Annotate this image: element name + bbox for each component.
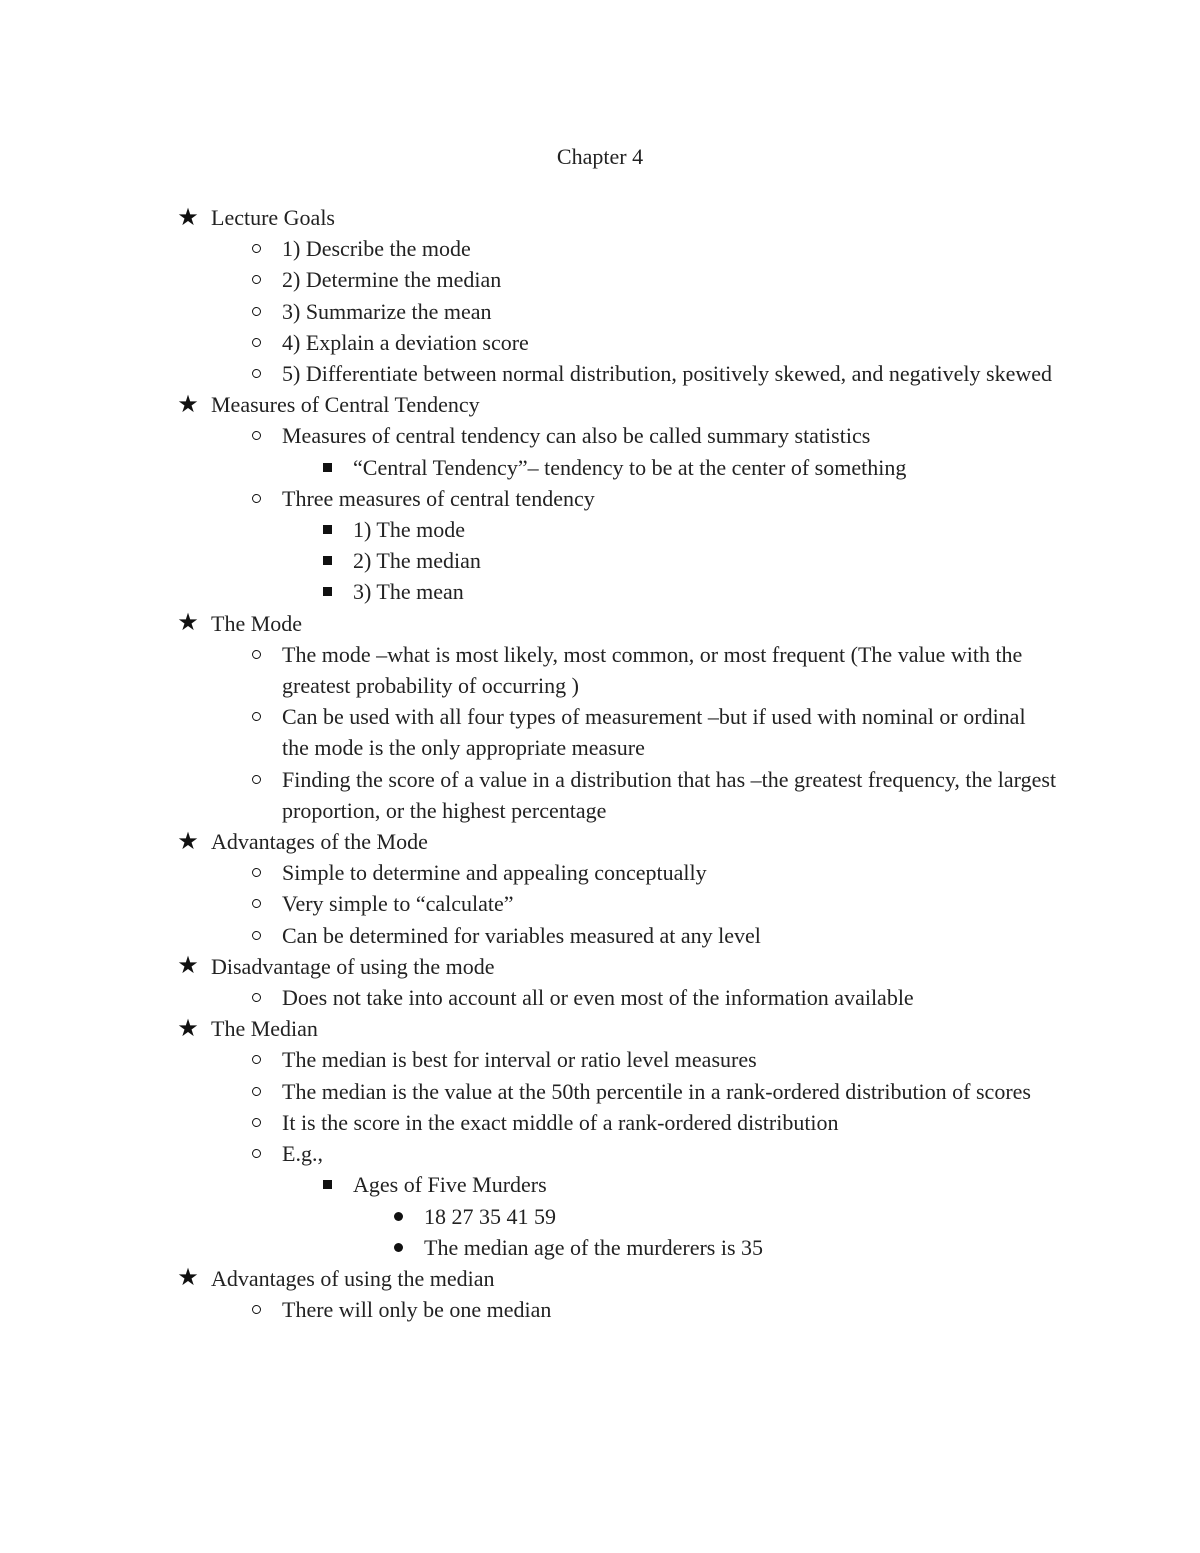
star-bullet-icon: ★ [177, 391, 199, 418]
section-heading [0, 389, 1200, 420]
hollow-circle-bullet-icon [247, 639, 265, 670]
list-item [0, 514, 1200, 545]
section-heading-text: The Mode [211, 610, 303, 636]
list-item-text: Very simple to “calculate” [282, 891, 514, 917]
filled-dot-bullet-icon [389, 1232, 407, 1263]
list-item [0, 701, 1200, 763]
list-item [0, 1169, 1200, 1200]
list-item [0, 1044, 1200, 1075]
list-item-text: 1) Describe the mode [282, 236, 471, 262]
section-heading-text: Measures of Central Tendency [211, 392, 480, 418]
list-item [0, 296, 1200, 327]
section-heading-text: Advantages of the Mode [211, 829, 428, 855]
list-item-text: The median is the value at the 50th percentile in a rank-ordered distribution of scores [282, 1078, 1031, 1104]
hollow-circle-bullet-icon [247, 264, 265, 295]
hollow-circle-bullet-icon [247, 483, 265, 514]
square-bullet-icon [318, 452, 336, 483]
list-item [0, 1076, 1200, 1107]
filled-dot-bullet-icon [389, 1201, 407, 1232]
list-item [0, 264, 1200, 295]
square-bullet-icon [318, 1169, 336, 1200]
section-heading [0, 826, 1200, 857]
list-item-text: Measures of central tendency can also be called summary statistics [282, 423, 871, 449]
section-heading [0, 1013, 1200, 1044]
star-bullet-icon: ★ [177, 953, 199, 980]
list-item-text: Ages of Five Murders [353, 1172, 547, 1198]
square-bullet-icon [318, 576, 336, 607]
section-heading [0, 202, 1200, 233]
list-item [0, 1201, 1200, 1232]
star-bullet-icon: ★ [177, 1015, 199, 1042]
hollow-circle-bullet-icon [247, 888, 265, 919]
hollow-circle-bullet-icon [247, 1044, 265, 1075]
hollow-circle-bullet-icon [247, 358, 265, 389]
list-item [0, 545, 1200, 576]
list-item-text: 18 27 35 41 59 [424, 1203, 556, 1229]
section-heading-text: Disadvantage of using the mode [211, 953, 495, 979]
page-title: Chapter 4 [556, 144, 644, 169]
star-bullet-icon: ★ [177, 610, 199, 637]
list-item [0, 857, 1200, 888]
list-item [0, 576, 1200, 607]
section-heading-text: The Median [211, 1016, 318, 1042]
hollow-circle-bullet-icon [247, 920, 265, 951]
list-item-text: 4) Explain a deviation score [282, 329, 529, 355]
list-item-text: “Central Tendency”– tendency to be at the center of something [353, 454, 907, 480]
section-heading-text: Advantages of using the median [211, 1265, 495, 1291]
hollow-circle-bullet-icon [247, 982, 265, 1013]
hollow-circle-bullet-icon [247, 296, 265, 327]
list-item-text: Can be used with all four types of measurement –but if used with nominal or ordinal the mode is the only appropriate measure [282, 704, 1026, 761]
list-item [0, 888, 1200, 919]
list-item [0, 233, 1200, 264]
list-item [0, 1294, 1200, 1325]
list-item-text: Finding the score of a value in a distribution that has –the greatest frequency, the largest proportion, or the highest percentage [282, 766, 1057, 823]
hollow-circle-bullet-icon [247, 1076, 265, 1107]
list-item-text: The median is best for interval or ratio level measures [282, 1047, 757, 1073]
list-item-text: It is the score in the exact middle of a rank-ordered distribution [282, 1109, 839, 1135]
list-item [0, 452, 1200, 483]
hollow-circle-bullet-icon [247, 857, 265, 888]
section-heading [0, 1263, 1200, 1294]
list-item [0, 1107, 1200, 1138]
hollow-circle-bullet-icon [247, 1107, 265, 1138]
hollow-circle-bullet-icon [247, 764, 265, 795]
list-item-text: The median age of the murderers is 35 [424, 1234, 764, 1260]
hollow-circle-bullet-icon [247, 1138, 265, 1169]
square-bullet-icon [318, 514, 336, 545]
hollow-circle-bullet-icon [247, 327, 265, 358]
list-item-text: 3) The mean [353, 579, 464, 605]
square-bullet-icon [318, 545, 336, 576]
list-item [0, 483, 1200, 514]
list-item-text: Can be determined for variables measured at any level [282, 922, 761, 948]
list-item-text: 3) Summarize the mean [282, 298, 492, 324]
list-item-text: 2) Determine the median [282, 267, 502, 293]
list-item [0, 1138, 1200, 1169]
list-item-text: E.g., [282, 1141, 323, 1167]
list-item-text: Three measures of central tendency [282, 485, 595, 511]
section-heading [0, 951, 1200, 982]
list-item-text: There will only be one median [282, 1297, 552, 1323]
hollow-circle-bullet-icon [247, 701, 265, 732]
list-item [0, 764, 1200, 826]
hollow-circle-bullet-icon [247, 420, 265, 451]
hollow-circle-bullet-icon [247, 1294, 265, 1325]
section-heading [0, 608, 1200, 639]
list-item [0, 327, 1200, 358]
list-item-text: Simple to determine and appealing conceptually [282, 860, 707, 886]
list-item-text: 5) Differentiate between normal distribution, positively skewed, and negatively skewed [282, 361, 1052, 387]
star-bullet-icon: ★ [177, 828, 199, 855]
list-item [0, 1232, 1200, 1263]
list-item [0, 639, 1200, 701]
list-item [0, 358, 1200, 389]
section-heading-text: Lecture Goals [211, 205, 335, 230]
list-item-text: Does not take into account all or even most of the information available [282, 985, 914, 1011]
list-item-text: The mode –what is most likely, most common, or most frequent (The value with the greatest probability of occurring ) [282, 641, 1023, 699]
list-item [0, 982, 1200, 1013]
star-bullet-icon: ★ [177, 1265, 199, 1292]
list-item [0, 920, 1200, 951]
list-item-text: 1) The mode [353, 517, 466, 543]
list-item [0, 420, 1200, 451]
hollow-circle-bullet-icon [247, 233, 265, 264]
list-item-text: 2) The median [353, 548, 481, 574]
outline-list [0, 202, 1200, 1325]
star-bullet-icon: ★ [177, 204, 199, 231]
